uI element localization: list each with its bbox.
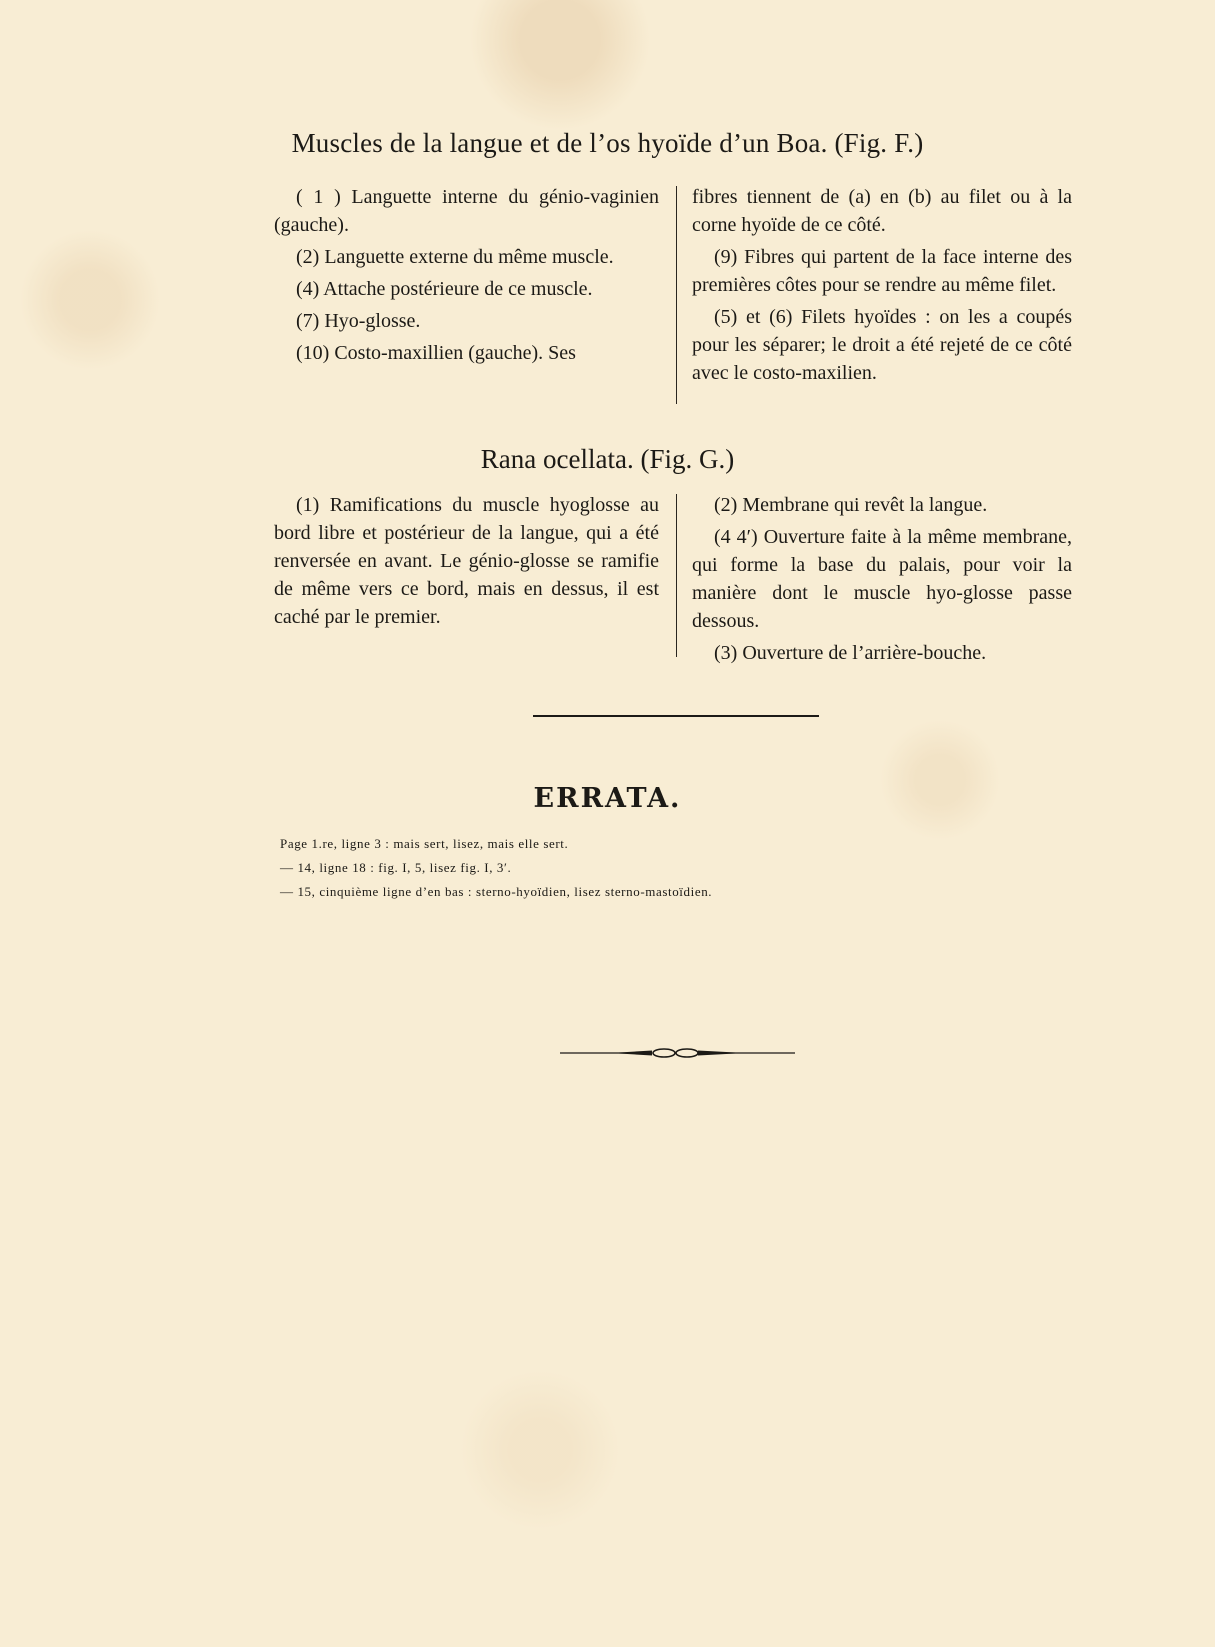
errata-title: ERRATA. <box>533 783 682 814</box>
paragraph: (2) Membrane qui revêt la langue. <box>714 494 988 516</box>
paragraph: fibres tiennent de (a) en (b) au filet ou à la corne hyoïde de ce côté. <box>692 186 1072 236</box>
paragraph: (5) et (6) Filets hyoïdes : on les a coupés pour les séparer; le droit a été rejeté de ce côté avec le costo-maxilien. <box>692 306 1072 384</box>
errata-line: — 14, ligne 18 : fig. I, 5, lisez fig. I, 3′. <box>280 860 512 875</box>
ornament-icon <box>560 1048 795 1058</box>
paragraph: (10) Costo-maxillien (gauche). Ses <box>296 342 576 364</box>
paragraph: (4 4′) Ouverture faite à la même membrane, qui forme la base du palais, pour voir la manière dont le muscle hyo-glosse passe dessous. <box>692 526 1072 632</box>
paragraph: (7) Hyo-glosse. <box>296 310 421 332</box>
paragraph: ( 1 ) Languette interne du génio-vaginien (gauche). <box>274 186 659 236</box>
section-title-rana: Rana ocellata. (Fig. G.) <box>480 444 735 474</box>
paragraph: (9) Fibres qui partent de la face interne des premières côtes pour se rendre au même filet. <box>692 246 1072 296</box>
paragraph: (2) Languette externe du même muscle. <box>296 246 614 268</box>
paragraph: (3) Ouverture de l’arrière-bouche. <box>714 642 987 664</box>
section2-right-column <box>692 491 1072 671</box>
section-title-boa: Muscles de la langue et de l’os hyoïde d’un Boa. (Fig. F.) <box>291 128 924 158</box>
column-divider <box>676 186 677 404</box>
paragraph: (1) Ramifications du muscle hyoglosse au bord libre et postérieur de la langue, qui a été renversée en avant. Le génio-glosse se ramifie de même vers ce bord, mais en dessus, il est caché par le premier. <box>274 494 659 628</box>
errata-line: Page 1.re, ligne 3 : mais sert, lisez, mais elle sert. <box>280 836 569 851</box>
section1-left-column <box>274 183 659 371</box>
column-divider <box>676 494 677 657</box>
section1-right-column <box>692 183 1072 391</box>
section2-left-column <box>274 491 659 635</box>
paragraph: (4) Attache postérieure de ce muscle. <box>296 278 593 300</box>
errata-line: — 15, cinquième ligne d’en bas : sterno-hyoïdien, lisez sterno-mastoïdien. <box>280 884 713 899</box>
section-divider <box>533 715 819 717</box>
